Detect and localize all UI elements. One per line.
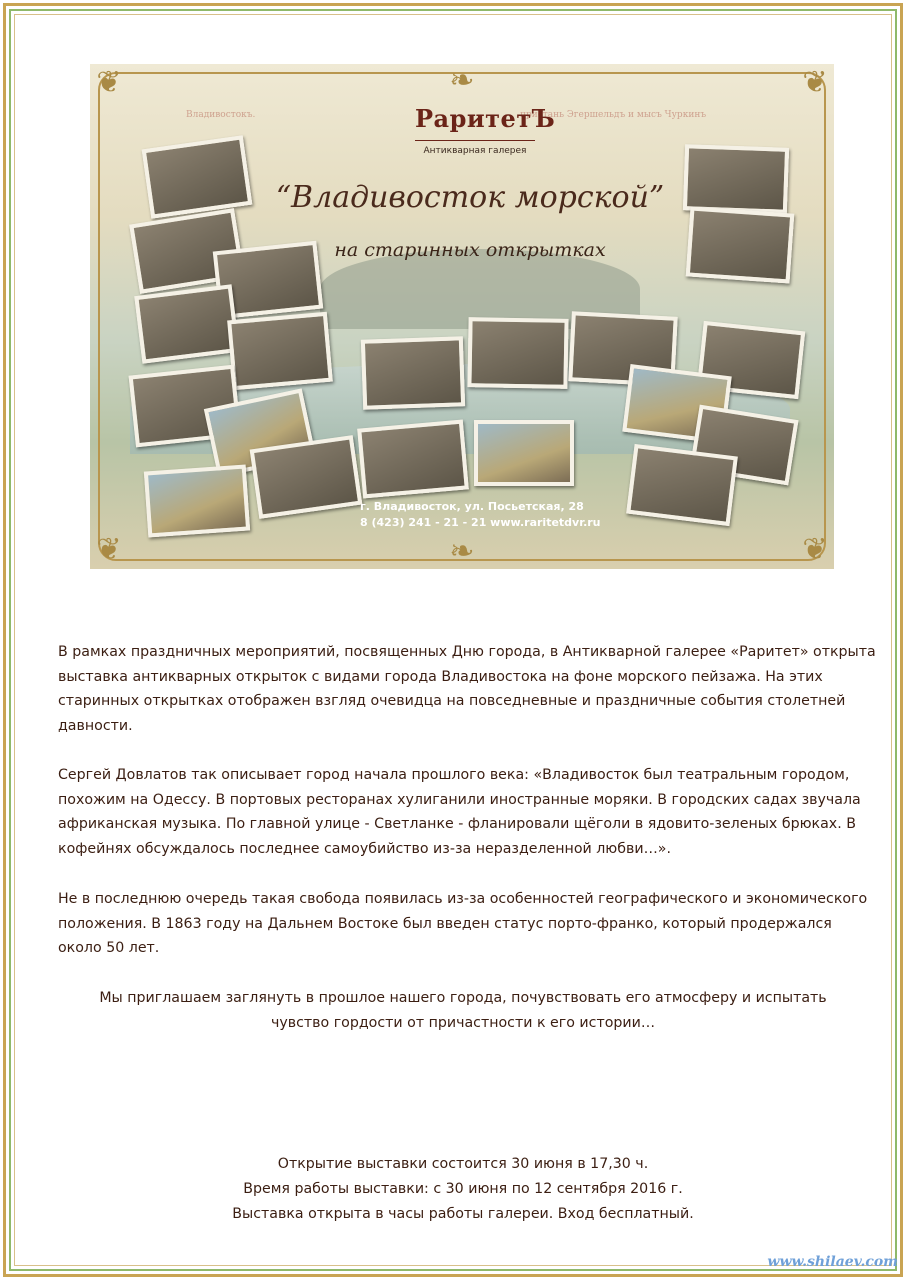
gallery-subtitle: Антикварная галерея bbox=[423, 146, 527, 156]
poster-caption-right: пристань Эгершельдъ и мысъ Чуркинъ bbox=[520, 110, 707, 120]
opening-date: Открытие выставки состоится 30 июня в 17,30 ч. bbox=[277, 1156, 649, 1172]
ornament-corner-icon: ❦ bbox=[802, 65, 828, 100]
admission-info: Выставка открыта в часы работы галереи. Вход бесплатный. bbox=[232, 1206, 694, 1222]
exhibition-poster bbox=[90, 64, 834, 569]
paragraph-porto-franco: Не в последнюю очередь такая свобода появилась из-за особенностей географического и экономического положения. В 1863 году на Дальнем Востоке был введен статус порто-франко, который продержался около 50 лет. bbox=[58, 891, 868, 957]
paragraph-dovlatov-quote: Сергей Довлатов так описывает город начала прошлого века: «Владивосток был театральным городом, похожим на Одессу. В портовых ресторанах хулиганили иностранные моряки. В городских садах звучала африканская музыка. По главной улице - Светланке - фланировали щёголи в ядовито-зеленых брюках. В кофейнях обсуждалось последнее самоубийство из-за неразделенной любви…». bbox=[58, 767, 861, 857]
invitation-line: Мы приглашаем заглянуть в прошлое нашего города, почувствовать его атмосферу и испытать bbox=[99, 990, 827, 1006]
invitation-line: чувство гордости от причастности к его истории… bbox=[270, 1015, 656, 1031]
ornament-bottom-icon: ❧ bbox=[449, 534, 475, 569]
exhibition-subtitle: на старинных открытках bbox=[334, 239, 606, 261]
poster-ornament-frame bbox=[98, 72, 826, 561]
ornament-corner-icon: ❦ bbox=[96, 65, 122, 100]
gallery-contacts: 8 (423) 241 - 21 - 21 www.raritetdvr.ru bbox=[360, 516, 601, 529]
exhibition-title: “Владивосток морской” bbox=[275, 180, 665, 215]
paragraph-intro: В рамках праздничных мероприятий, посвященных Дню города, в Антикварной галерее «Раритет» открыта выставка антикварных открыток с видами города Владивостока на фоне морского пейзажа. На этих старинных открытках отображен взгляд очевидца на повседневные и праздничные события столетней давности. bbox=[58, 644, 876, 734]
gallery-brand: РаритетЪ bbox=[415, 104, 556, 133]
ornament-corner-icon: ❦ bbox=[96, 532, 122, 567]
gallery-address: г. Владивосток, ул. Посьетская, 28 bbox=[360, 500, 584, 513]
poster-caption-left: Владивостокъ. bbox=[186, 110, 256, 120]
ornament-top-icon: ❧ bbox=[449, 64, 475, 98]
ornament-corner-icon: ❦ bbox=[802, 532, 828, 567]
site-watermark: www.shilaev.com bbox=[767, 1254, 898, 1270]
exhibition-dates: Время работы выставки: с 30 июня по 12 сентября 2016 г. bbox=[243, 1181, 683, 1197]
